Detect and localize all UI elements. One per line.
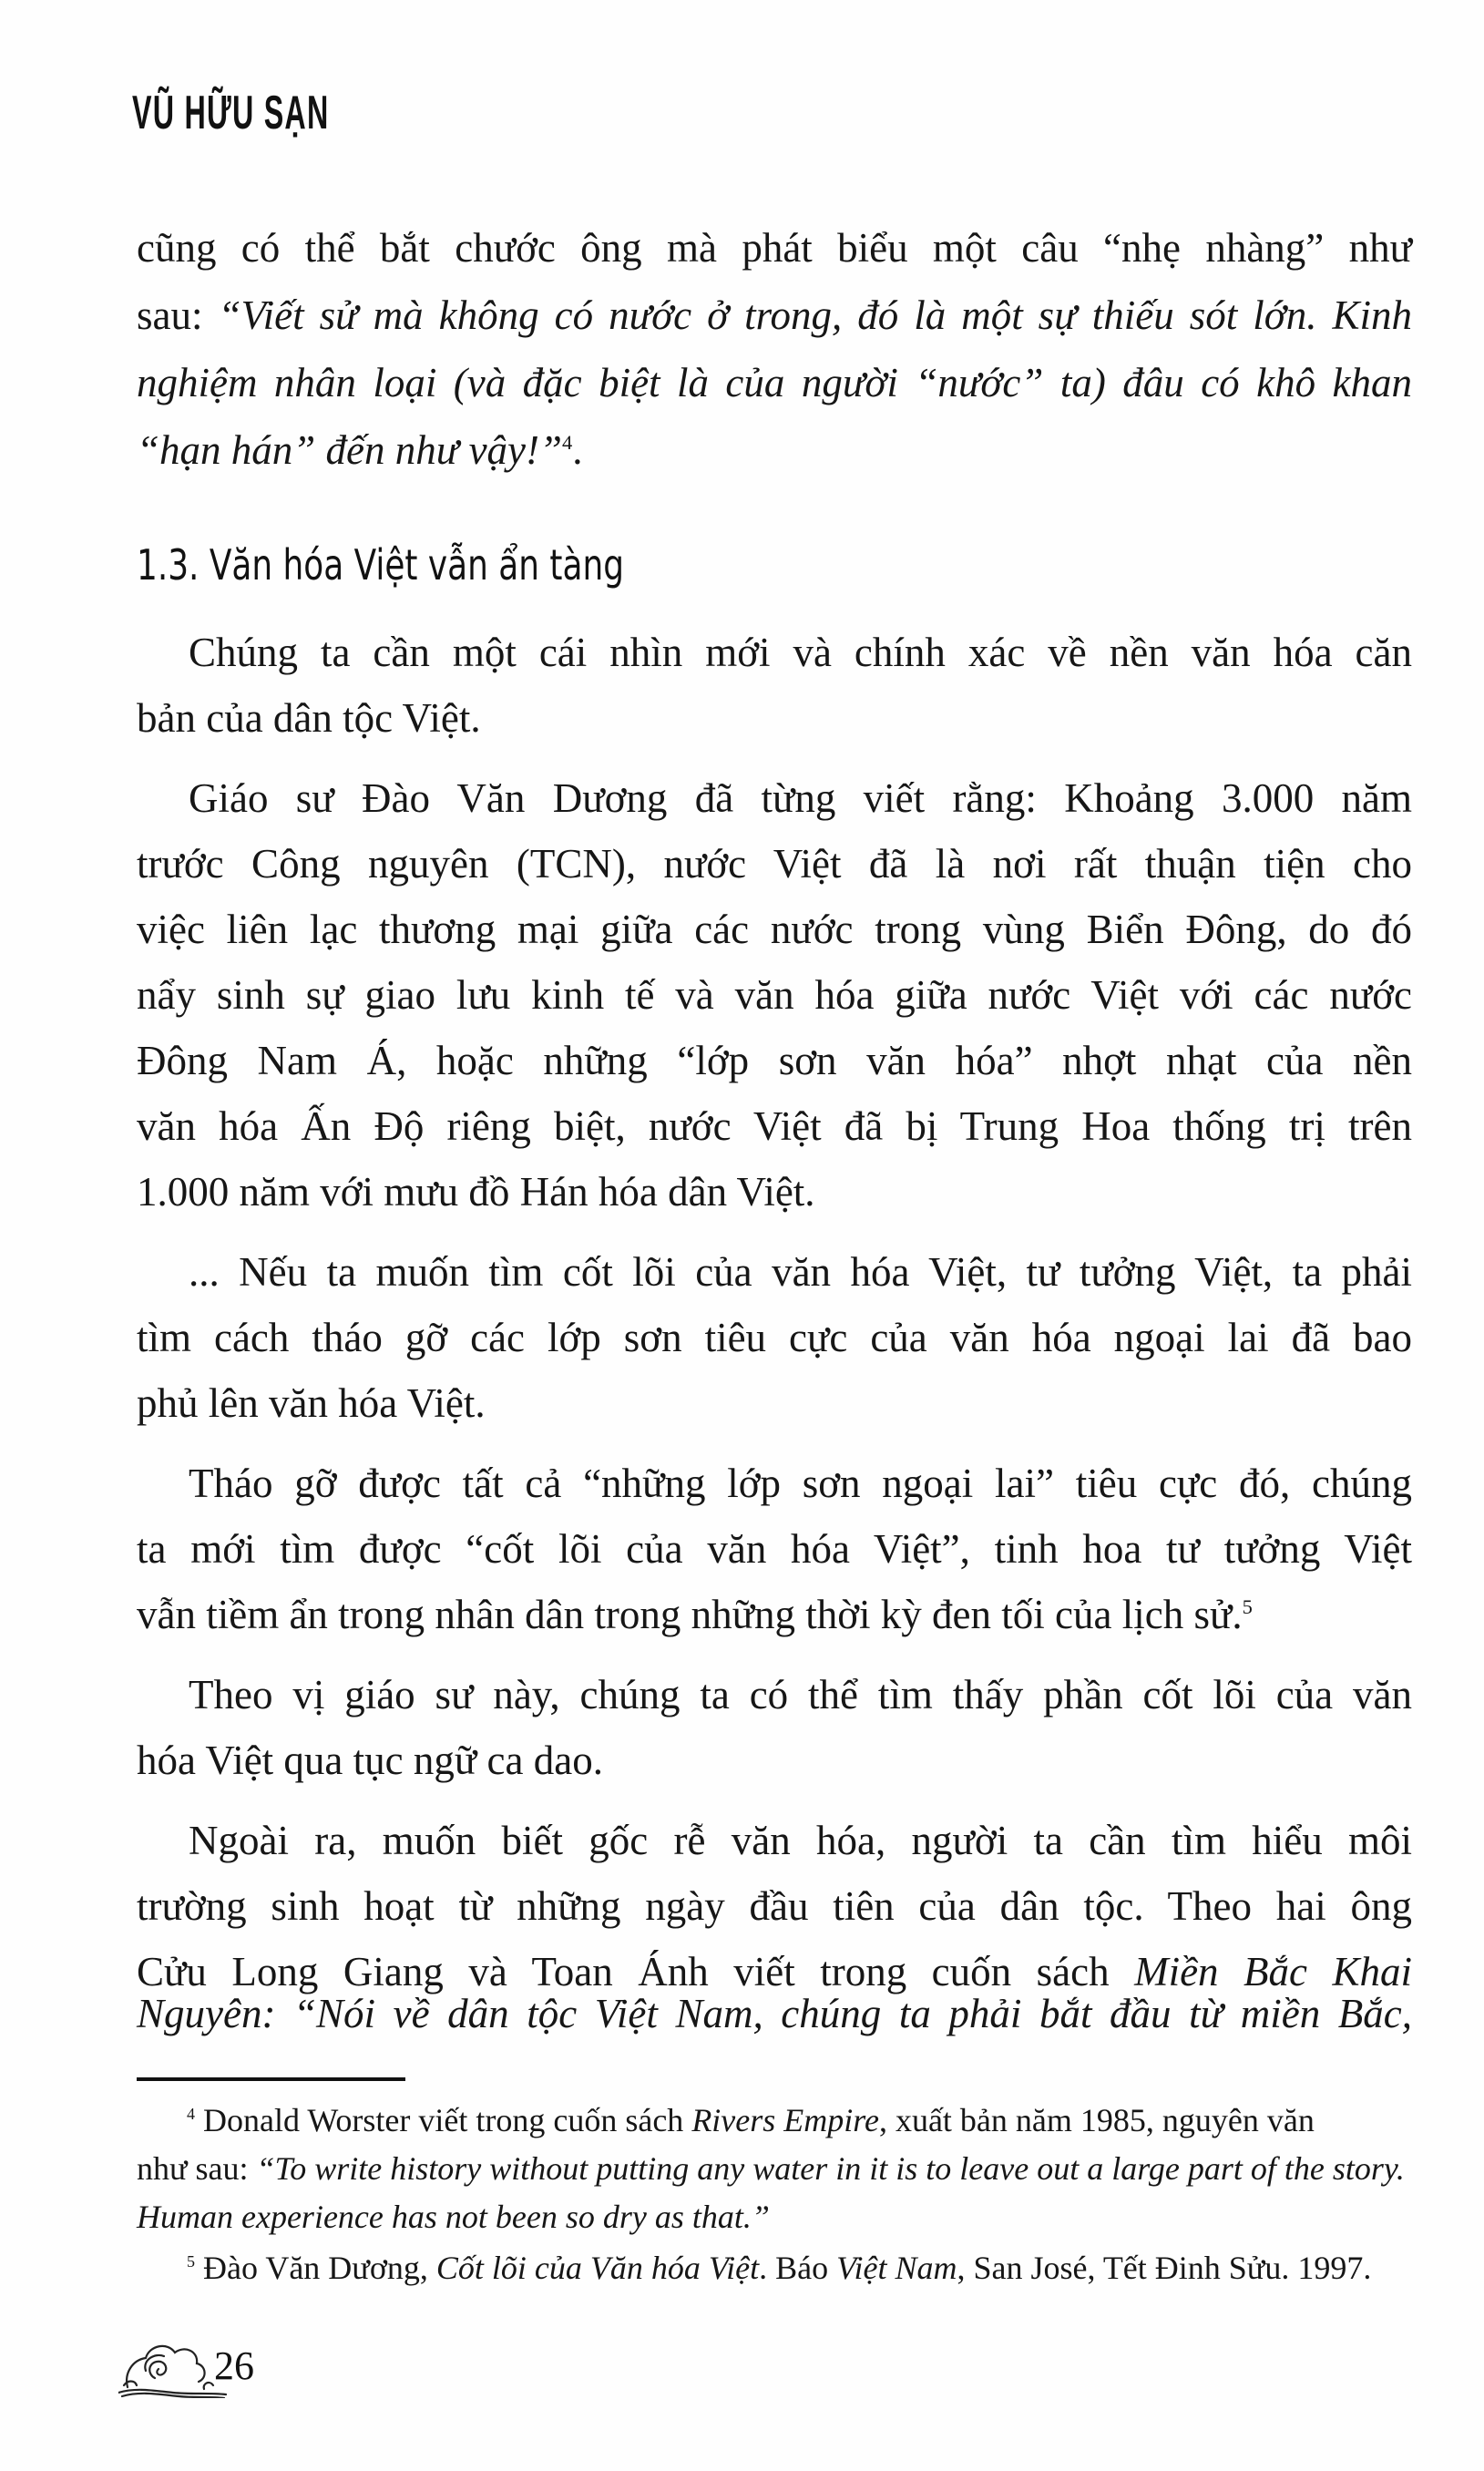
- body-line: Ngoài ra, muốn biết gốc rễ văn hóa, người ta cần tìm hiểu môi: [189, 1818, 1412, 1863]
- footnote-ref-4[interactable]: 4: [562, 431, 573, 454]
- body-line: phủ lên văn hóa Việt.: [137, 1380, 486, 1426]
- footnote-marker: 4: [187, 2105, 195, 2123]
- body-line: Tháo gỡ được tất cả “những lớp sơn ngoại lai” tiêu cực đó, chúng: [189, 1461, 1412, 1506]
- body-line: cũng có thể bắt chước ông mà phát biểu một câu “nhẹ nhàng” như: [137, 225, 1412, 271]
- footnote-4-line-2: [137, 2148, 1412, 2189]
- quote-italic: “To write history without putting any water in it is to leave out a large part of the story.: [256, 2150, 1405, 2187]
- text-run: Donald Worster viết trong cuốn sách: [195, 2102, 692, 2138]
- text-run: .: [572, 427, 583, 473]
- text-run: sau:: [137, 292, 219, 338]
- body-line: nghiệm nhân loại (và đặc biệt là của người “nước” ta) đâu có khô khan: [137, 360, 1412, 405]
- body-line: 1.000 năm với mưu đồ Hán hóa dân Việt.: [137, 1169, 815, 1215]
- quote-italic: “hạn hán” đến như vậy!”: [137, 427, 563, 473]
- body-line: Giáo sư Đào Văn Dương đã từng viết rằng: Khoảng 3.000 năm: [189, 775, 1412, 821]
- footnote-ref-5[interactable]: 5: [1242, 1595, 1253, 1618]
- body-line: trường sinh hoạt từ những ngày đầu tiên của dân tộc. Theo hai ông: [137, 1883, 1412, 1929]
- body-line: ta mới tìm được “cốt lõi của văn hóa Việt”, tinh hoa tư tưởng Việt: [137, 1526, 1412, 1572]
- body-line: trước Công nguyên (TCN), nước Việt đã là nơi rất thuận tiện cho: [137, 841, 1412, 887]
- text-run: , xuất bản năm 1985, nguyên văn: [878, 2102, 1315, 2138]
- body-line: hóa Việt qua tục ngữ ca dao.: [137, 1738, 603, 1783]
- body-line: bản của dân tộc Việt.: [137, 695, 481, 741]
- footnote-marker: 5: [187, 2252, 195, 2271]
- running-head-author: VŨ HỮU SẠN: [132, 87, 330, 139]
- text-run: vẫn tiềm ẩn trong nhân dân trong những thời kỳ đen tối của lịch sử.: [137, 1592, 1243, 1637]
- book-title-italic: Miền Bắc Khai: [1134, 1949, 1412, 1994]
- book-title-italic: Rivers Empire: [691, 2102, 879, 2138]
- text-run: . Báo: [759, 2250, 837, 2286]
- footnote-4: [187, 2099, 1412, 2141]
- body-line: việc liên lạc thương mại giữa các nước trong vùng Biển Đông, do đó: [137, 907, 1412, 952]
- body-line: [137, 1589, 1412, 1640]
- body-line: Đông Nam Á, hoặc những “lớp sơn văn hóa” nhợt nhạt của nền: [137, 1038, 1412, 1083]
- body-line: nẩy sinh sự giao lưu kinh tế và văn hóa giữa nước Việt với các nước: [137, 972, 1412, 1018]
- text-run: Đào Văn Dương,: [195, 2250, 436, 2286]
- body-line: Theo vị giáo sư này, chúng ta có thể tìm thấy phần cốt lõi của văn: [189, 1672, 1412, 1717]
- footnote-divider: [137, 2077, 405, 2081]
- text-run: như sau:: [137, 2150, 257, 2187]
- body-line: Chúng ta cần một cái nhìn mới và chính xác về nền văn hóa căn: [189, 630, 1412, 675]
- section-heading: 1.3. Văn hóa Việt vẫn ẩn tàng: [137, 540, 624, 590]
- text-run: Cửu Long Giang và Toan Ánh viết trong cuốn sách: [137, 1949, 1135, 1994]
- body-line: Nguyên: “Nói về dân tộc Việt Nam, chúng ta phải bắt đầu từ miền Bắc,: [137, 1991, 1412, 2036]
- body-line: tìm cách tháo gỡ các lớp sơn tiêu cực của văn hóa ngoại lai đã bao: [137, 1315, 1412, 1360]
- newspaper-title-italic: Việt Nam: [836, 2250, 957, 2286]
- quote-italic: “Viết sử mà không có nước ở trong, đó là một sự thiếu sót lớn. Kinh: [218, 292, 1412, 338]
- footnote-5: [187, 2247, 1412, 2289]
- body-line: [137, 290, 1412, 341]
- text-run: , San José, Tết Đinh Sửu. 1997.: [957, 2250, 1372, 2286]
- footnote-4-line-3: Human experience has not been so dry as that.”: [137, 2199, 770, 2235]
- page-number: 26: [214, 2343, 254, 2388]
- book-title-italic: Cốt lõi của Văn hóa Việt: [435, 2250, 760, 2286]
- body-line: [137, 425, 1412, 476]
- body-line: ... Nếu ta muốn tìm cốt lõi của văn hóa Việt, tư tưởng Việt, ta phải: [189, 1249, 1412, 1295]
- body-line: văn hóa Ấn Độ riêng biệt, nước Việt đã bị Trung Hoa thống trị trên: [137, 1103, 1412, 1149]
- cloud-wave-ornament-icon: [118, 2333, 228, 2398]
